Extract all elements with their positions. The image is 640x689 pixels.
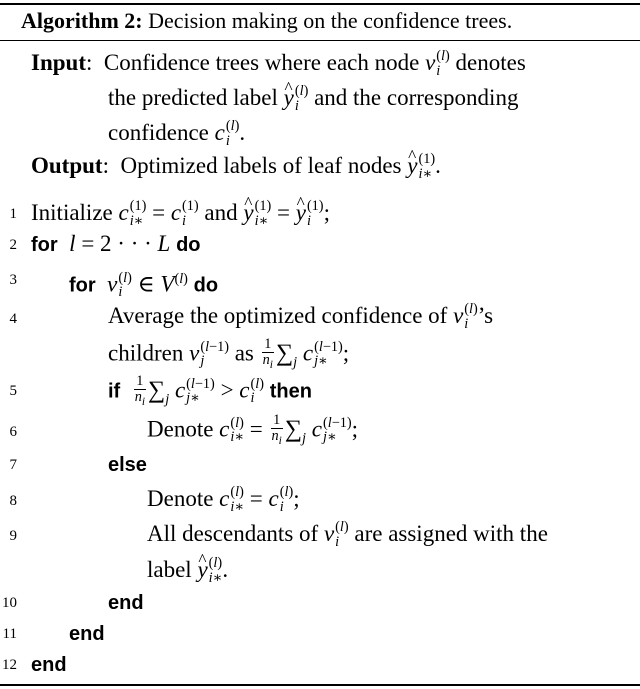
algo-line-4a: Average the optimized confidence of v (l) i ’s (108, 301, 494, 332)
input-text-2: the predicted label (108, 85, 278, 110)
input-label: Input (31, 50, 86, 75)
line-number: 6 (9, 424, 17, 440)
input-line-3: confidence c (l) i . (108, 118, 246, 149)
input-line-1: Input: Confidence trees where each node v (l) i denotes (31, 48, 526, 79)
algo-line-3: for v (l) i ∈ $V^{(l)}$ do (69, 269, 219, 301)
line-4-text-b: children (108, 340, 184, 366)
input-line-2: the predicted label ^ y (l) i and the corresponding (108, 83, 518, 114)
line-number: 10 (2, 595, 17, 611)
line-4-text-a2: ’s (477, 303, 494, 328)
line-number: 3 (9, 272, 17, 288)
keyword-end: end (108, 592, 144, 614)
input-text-2b: and the corresponding (314, 85, 519, 110)
line-9-text-a: All descendants of (147, 521, 319, 546)
line-number: 12 (2, 657, 17, 673)
keyword-do: do (176, 234, 201, 256)
output-text: Optimized labels of leaf nodes (120, 153, 402, 178)
algo-line-5: if $\frac{1}{n_i}$ $\sum_j$ c (l−1) j∗ > c (l) i then (108, 373, 312, 408)
line-number: 1 (9, 206, 17, 222)
keyword-for: for (69, 274, 96, 297)
input-text-3: confidence (108, 120, 209, 145)
input-text-1b: denotes (455, 50, 526, 75)
line-1-text: Initialize (31, 200, 113, 225)
keyword-then: then (269, 380, 312, 403)
line-1-and: and (204, 200, 238, 225)
algo-line-11 (69, 618, 105, 649)
algo-line-8: Denote c (l) i∗ = c (l) i ; (147, 484, 300, 515)
line-number: 7 (9, 457, 17, 473)
algo-line-2: for l = 2 · · · L do (31, 231, 201, 256)
line-9-text-b: label (147, 557, 192, 582)
caption-rule (0, 40, 640, 41)
input-text-1: Confidence trees where each node (103, 50, 420, 75)
keyword-if: if (108, 380, 121, 403)
line-number: 5 (9, 383, 17, 399)
algorithm-title: Decision making on the confidence trees. (148, 8, 513, 33)
algo-line-1: Initialize c (1) i∗ = c (1) i and ^ y (1) i∗ = ^ y (1) i ; (31, 198, 330, 229)
line-4-text-a: Average the optimized confidence of (108, 303, 448, 328)
line-number: 8 (9, 493, 17, 509)
bottom-rule (0, 684, 640, 686)
output-label: Output (31, 153, 103, 178)
algorithm-label: Algorithm 2: (21, 8, 143, 33)
line-8-text: Denote (147, 486, 214, 511)
line-4-text-b2: as (234, 340, 254, 366)
algo-line-4b: children v (l−1) j as $\frac{1}{n_i}$ $\sum_j$ c (l−1) j∗ ; (108, 336, 350, 371)
keyword-end: end (69, 623, 105, 645)
algo-line-7 (108, 449, 147, 480)
algo-line-6: Denote c (l) i∗ = $\frac{1}{n_i}$ $\sum_j$ c (l−1) j∗ ; (147, 412, 359, 447)
algo-line-9a: All descendants of v (l) i are assigned with the (147, 519, 548, 550)
keyword-do: do (193, 274, 219, 297)
keyword-else: else (108, 454, 147, 476)
line-number: 9 (9, 528, 17, 544)
line-number: 11 (2, 626, 17, 642)
keyword-for: for (31, 234, 58, 256)
algo-line-9b: label ^ y (l) i∗ . (147, 555, 228, 586)
output-line: Output: Optimized labels of leaf nodes ^ y (1) i∗ . (31, 151, 441, 182)
line-6-text: Denote (147, 416, 214, 442)
line-9-text-a2: are assigned with the (354, 521, 548, 546)
algo-line-10 (108, 587, 144, 618)
algorithm-caption (21, 6, 512, 36)
keyword-end: end (31, 654, 67, 676)
line-number: 2 (9, 237, 17, 253)
algo-line-12 (31, 649, 67, 680)
line-number: 4 (9, 311, 17, 327)
top-rule (0, 3, 640, 5)
